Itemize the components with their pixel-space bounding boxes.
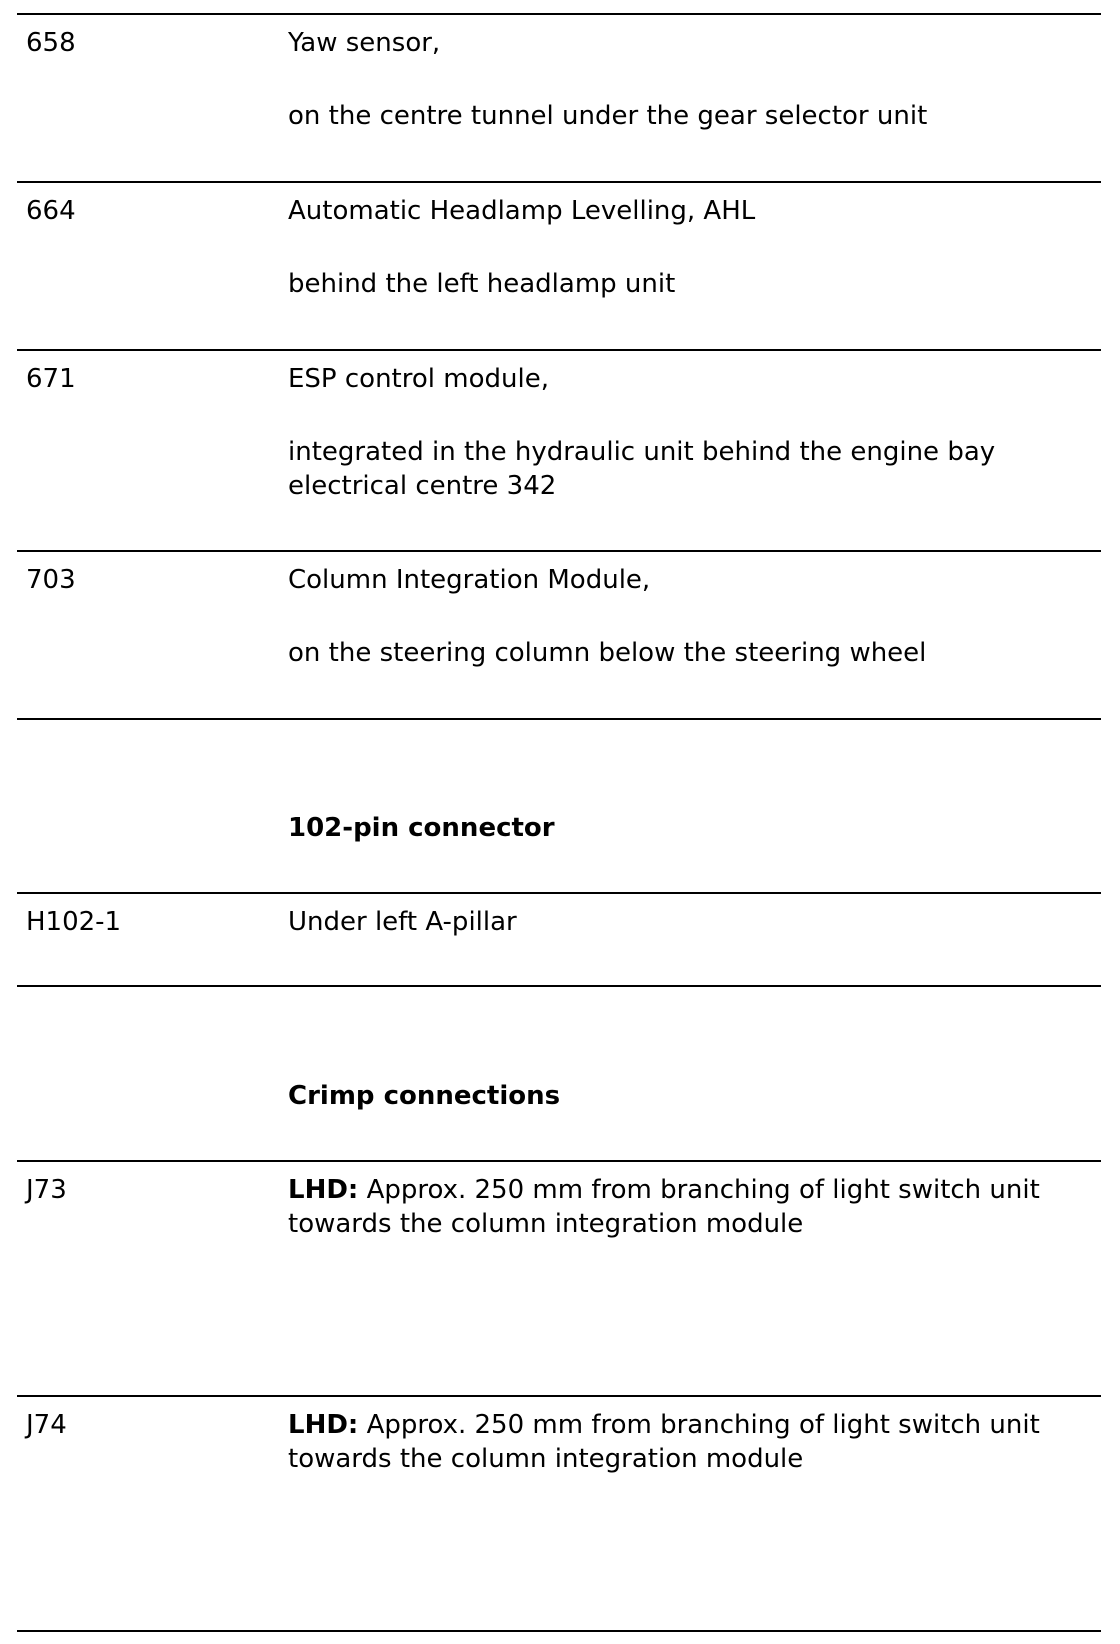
table-rule — [17, 349, 1101, 351]
entry-location-line: behind the left headlamp unit — [288, 269, 676, 299]
entry-code: J74 — [26, 1410, 67, 1440]
table-rule — [17, 13, 1101, 15]
table-rule — [17, 718, 1101, 720]
table-rule — [17, 1630, 1101, 1632]
entry-description-line: Automatic Headlamp Levelling, AHL — [288, 196, 756, 226]
entry-code: J73 — [26, 1175, 67, 1205]
entry-code: 703 — [26, 565, 76, 595]
table-rule — [17, 985, 1101, 987]
entry-location-text — [288, 1408, 1088, 1476]
section-heading-connector: 102-pin connector — [288, 813, 555, 843]
entry-location-line: integrated in the hydraulic unit behind the engine bay electrical centre 342 — [288, 437, 996, 501]
entry-description-line: Yaw sensor, — [288, 28, 441, 58]
region-prefix: LHD: — [288, 1410, 359, 1440]
entry-description-line: ESP control module, — [288, 364, 549, 394]
entry-location-text — [288, 1173, 1088, 1241]
entry-code: 658 — [26, 28, 76, 58]
entry-code: 664 — [26, 196, 76, 226]
table-rule — [17, 550, 1101, 552]
entry-location-line: on the centre tunnel under the gear selector unit — [288, 101, 928, 131]
entry-location-line: on the steering column below the steering wheel — [288, 638, 927, 668]
region-prefix: LHD: — [288, 1175, 359, 1205]
section-heading-crimp: Crimp connections — [288, 1081, 561, 1111]
entry-description-line: Column Integration Module, — [288, 565, 651, 595]
table-rule — [17, 1160, 1101, 1162]
entry-location-line: Under left A-pillar — [288, 907, 517, 937]
entry-code: 671 — [26, 364, 76, 394]
table-rule — [17, 181, 1101, 183]
entry-code: H102-1 — [26, 907, 122, 937]
location-description: Approx. 250 mm from branching of light switch unit towards the column integration module — [288, 1410, 1040, 1474]
location-description: Approx. 250 mm from branching of light switch unit towards the column integration module — [288, 1175, 1040, 1239]
table-rule — [17, 1395, 1101, 1397]
table-rule — [17, 892, 1101, 894]
